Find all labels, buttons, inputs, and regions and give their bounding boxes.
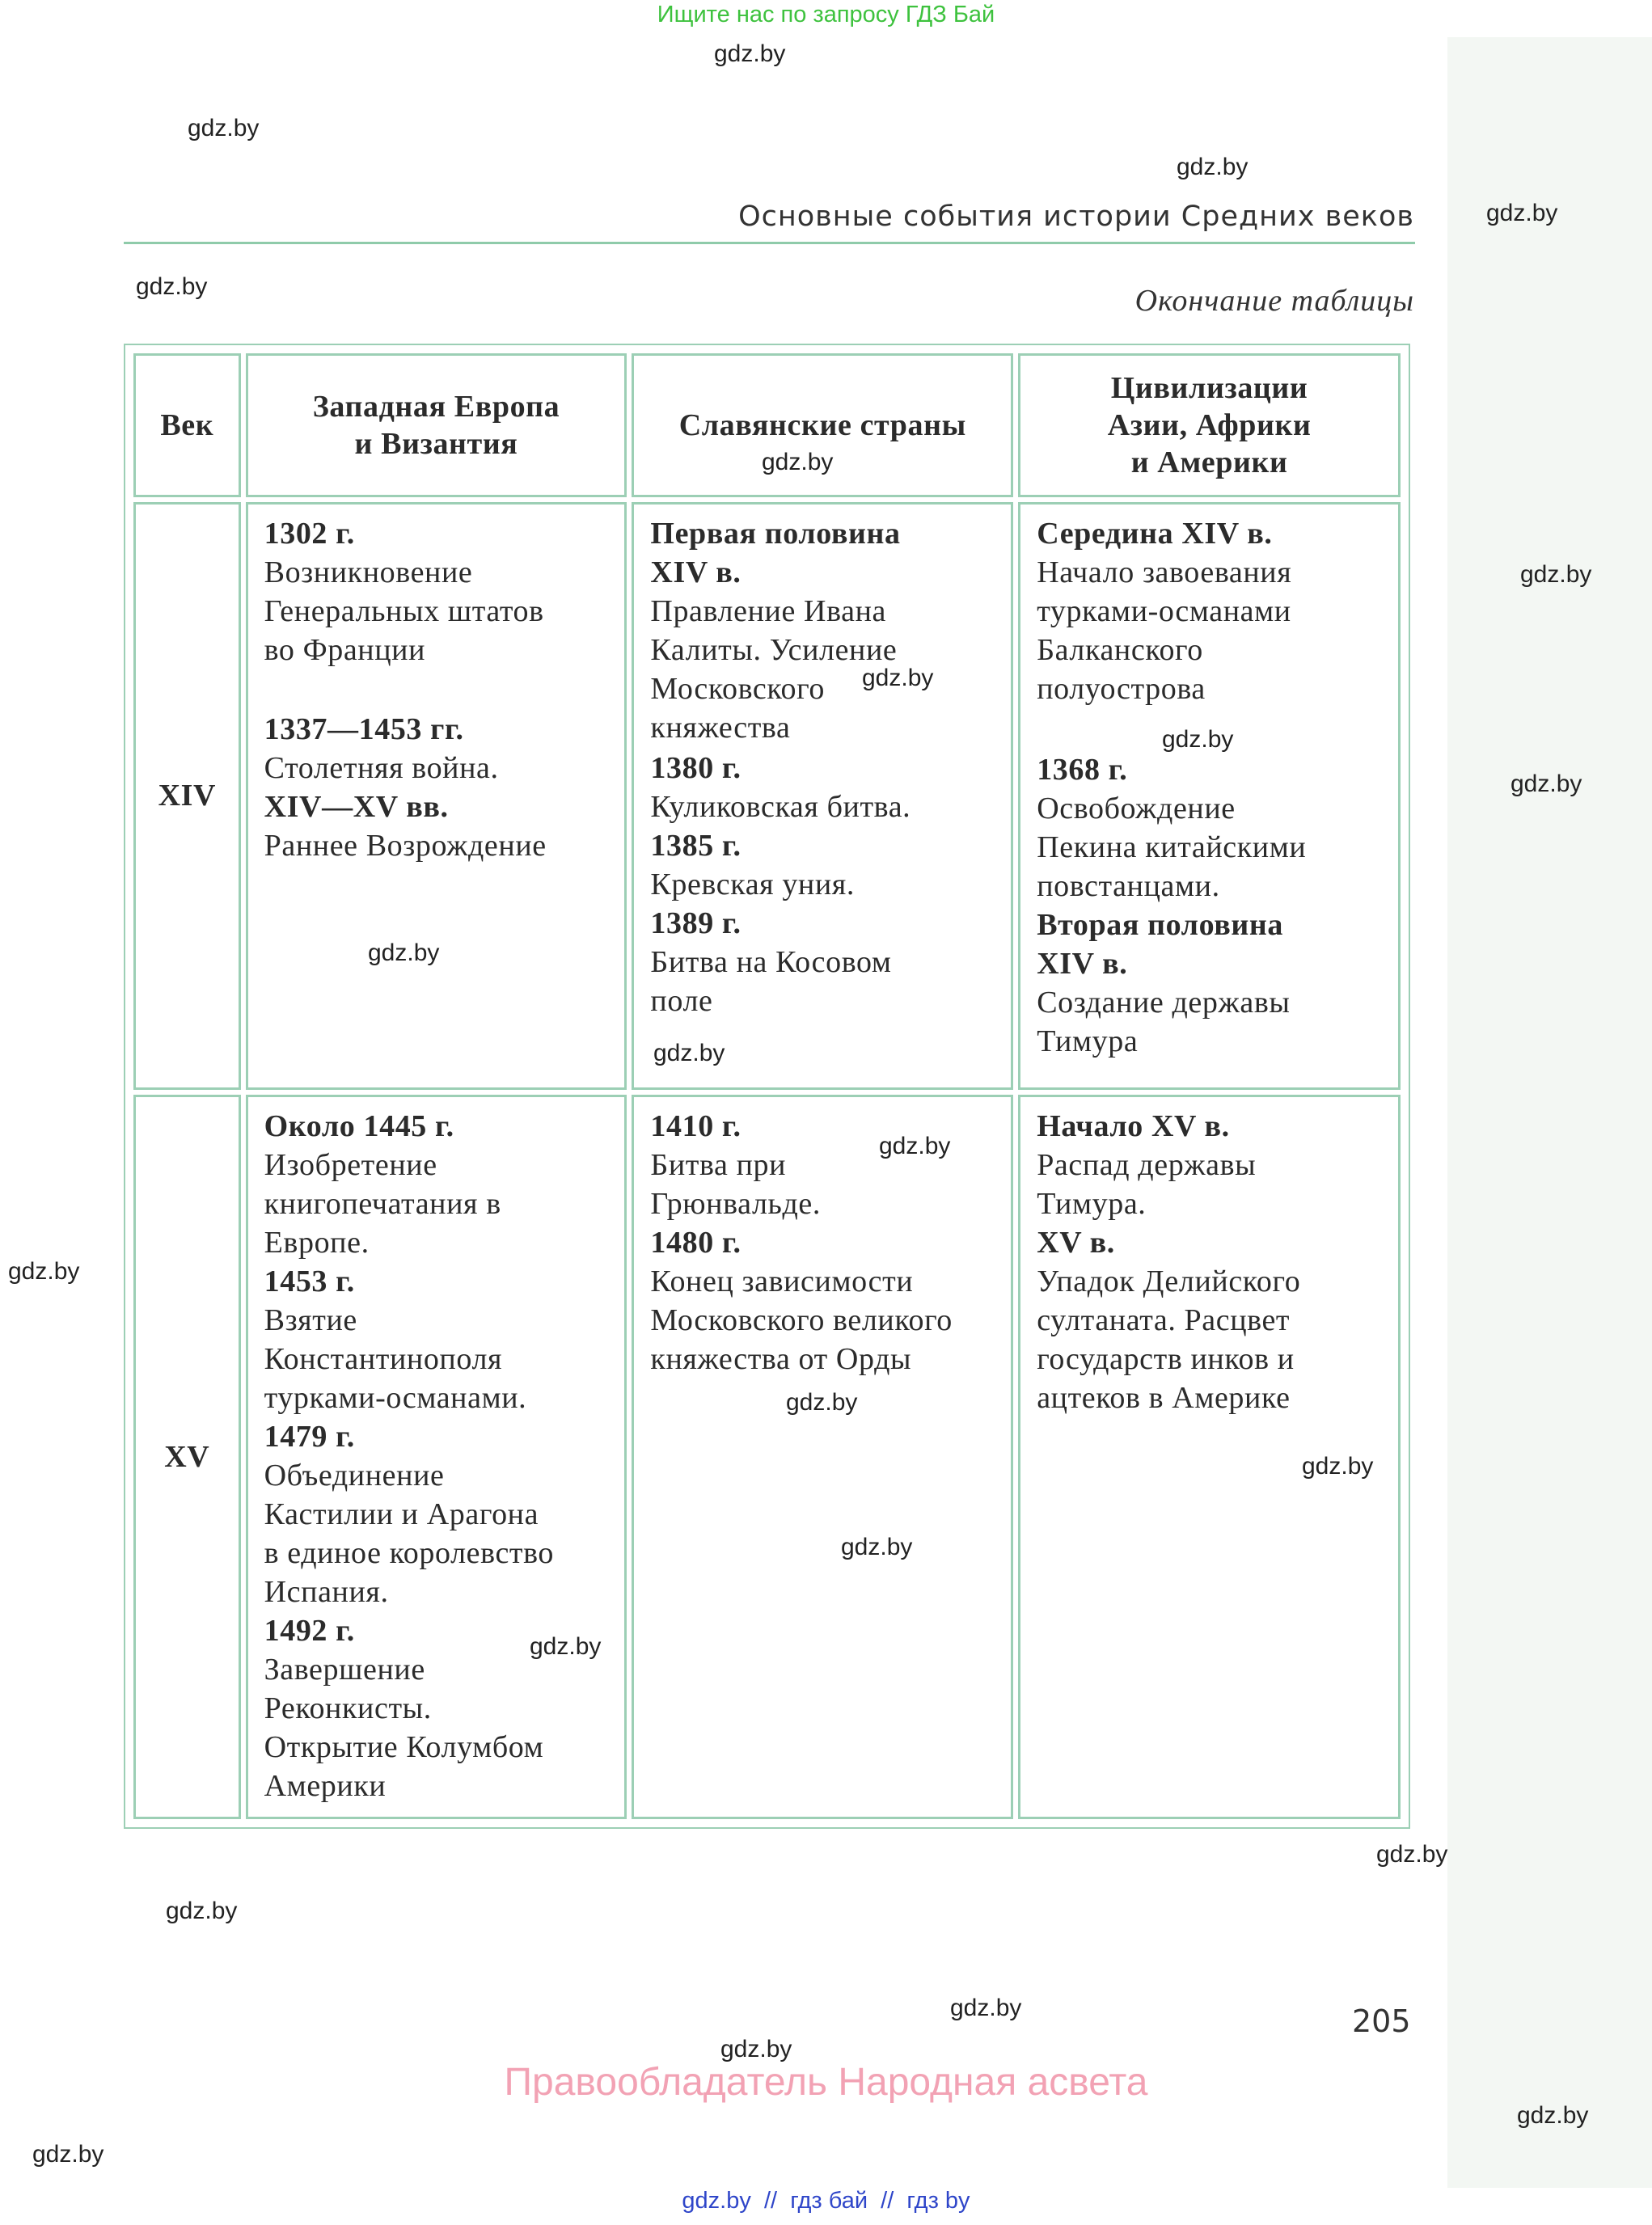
event-description: Изобретение книгопечатания в Европе. xyxy=(264,1147,501,1260)
event-date: 1492 г. xyxy=(264,1613,355,1648)
watermark: gdz.by xyxy=(1486,200,1558,226)
copyright-notice: Правообладатель Народная асвета xyxy=(504,2061,1148,2104)
event-description: Битва при Грюнвальде. xyxy=(650,1147,821,1221)
watermark: gdz.by xyxy=(762,449,834,475)
header-western-europe: Западная Европа и Византия xyxy=(246,353,627,497)
event-description: Конец зависимости Московского великого княжества от Орды xyxy=(650,1264,953,1376)
event-date: 1380 г. xyxy=(650,751,741,785)
event-date: Первая половина XIV в. xyxy=(650,517,901,589)
watermark: gdz.by xyxy=(1302,1453,1374,1480)
event-description: Взятие Константинополя турками-османами. xyxy=(264,1302,527,1415)
watermark: gdz.by xyxy=(714,40,786,67)
watermark: gdz.by xyxy=(879,1133,951,1159)
event-description: Раннее Возрождение xyxy=(264,829,547,863)
watermark: gdz.by xyxy=(1162,726,1234,753)
event-description: Куликовская битва. xyxy=(650,790,911,824)
slavic-cell xyxy=(632,502,1013,1090)
watermark: gdz.by xyxy=(1376,1841,1448,1868)
event-date: 1453 г. xyxy=(264,1264,355,1298)
event-date: 1385 г. xyxy=(650,829,741,863)
event-description: Столетняя война. xyxy=(264,751,499,785)
event-date: Вторая половина XIV в. xyxy=(1037,908,1283,981)
event-date: XV в. xyxy=(1037,1225,1115,1260)
table-row xyxy=(133,502,1401,1090)
century-cell: XIV xyxy=(133,502,241,1090)
event-description: Освобождение Пекина китайскими повстанцами. xyxy=(1037,792,1307,903)
watermark: gdz.by xyxy=(786,1389,858,1416)
watermark: gdz.by xyxy=(720,2036,792,2062)
event-date: 1302 г. xyxy=(264,517,355,551)
watermark: gdz.by xyxy=(32,2141,104,2168)
watermark: gdz.by xyxy=(862,665,934,691)
event-date: 1368 г. xyxy=(1037,753,1128,787)
europe-cell xyxy=(246,502,627,1090)
table-continuation-note: Окончание таблицы xyxy=(1134,284,1414,318)
event-description: Завершение Реконкисты. Открытие Колумбом Америки xyxy=(264,1652,544,1803)
event-description: Объединение Кастилии и Арагона в единое королевство Испания. xyxy=(264,1458,555,1609)
event-date: 1337—1453 гг. xyxy=(264,712,464,746)
events-table-frame xyxy=(124,344,1410,1829)
event-date: Начало XV в. xyxy=(1037,1108,1230,1143)
watermark: gdz.by xyxy=(188,115,260,141)
watermark: gdz.by xyxy=(136,273,208,300)
event-date: 1389 г. xyxy=(650,906,741,940)
watermark: gdz.by xyxy=(1177,154,1249,180)
event-date: 1480 г. xyxy=(650,1225,741,1260)
event-date: 1479 г. xyxy=(264,1419,355,1454)
europe-cell xyxy=(246,1095,627,1819)
watermark: gdz.by xyxy=(166,1898,238,1924)
watermark: gdz.by xyxy=(1510,771,1582,797)
header-asia-africa-america: Цивилизации Азии, Африки и Америки xyxy=(1018,353,1401,497)
table-row xyxy=(133,1095,1401,1819)
watermark: gdz.by xyxy=(368,939,440,966)
event-description: Распад державы Тимура. xyxy=(1037,1147,1257,1221)
event-date: 1410 г. xyxy=(650,1108,741,1143)
footer-links[interactable]: gdz.by // гдз бай // гдз by xyxy=(682,2188,970,2214)
event-date: Около 1445 г. xyxy=(264,1108,454,1143)
header-divider xyxy=(124,242,1415,244)
header-century: Век xyxy=(133,353,241,497)
watermark: gdz.by xyxy=(1517,2102,1589,2129)
right-margin-panel xyxy=(1447,37,1652,2188)
header-slavic-countries: Славянские страны xyxy=(632,353,1013,497)
watermark: gdz.by xyxy=(653,1040,725,1066)
watermark: gdz.by xyxy=(8,1258,80,1285)
chapter-header: Основные события истории Средних веков xyxy=(738,201,1414,233)
table-header-row xyxy=(133,353,1401,497)
event-description: Начало завоевания турками-османами Балканского полуострова xyxy=(1037,555,1292,706)
event-description: Битва на Косовом поле xyxy=(650,945,892,1018)
event-description: Кревская уния. xyxy=(650,868,855,901)
asia-cell xyxy=(1018,1095,1401,1819)
top-banner[interactable]: Ищите нас по запросу ГДЗ Бай xyxy=(657,2,995,27)
page-number: 205 xyxy=(1352,2003,1411,2039)
asia-cell xyxy=(1018,502,1401,1090)
event-description: Упадок Делийского султаната. Расцвет государств инков и ацтеков в Америке xyxy=(1037,1264,1301,1415)
events-table xyxy=(129,348,1405,1824)
event-date: Середина XIV в. xyxy=(1037,517,1273,551)
watermark: gdz.by xyxy=(841,1534,913,1560)
event-description: Возникновение Генеральных штатов во Франции xyxy=(264,555,544,667)
slavic-cell xyxy=(632,1095,1013,1819)
event-description: Правление Ивана Калиты. Усиление Московского княжества xyxy=(650,594,898,745)
event-description: Создание державы Тимура xyxy=(1037,986,1291,1058)
watermark: gdz.by xyxy=(530,1633,602,1660)
century-cell: XV xyxy=(133,1095,241,1819)
event-date: XIV—XV вв. xyxy=(264,790,449,824)
watermark: gdz.by xyxy=(950,1995,1022,2021)
watermark: gdz.by xyxy=(1520,561,1592,588)
